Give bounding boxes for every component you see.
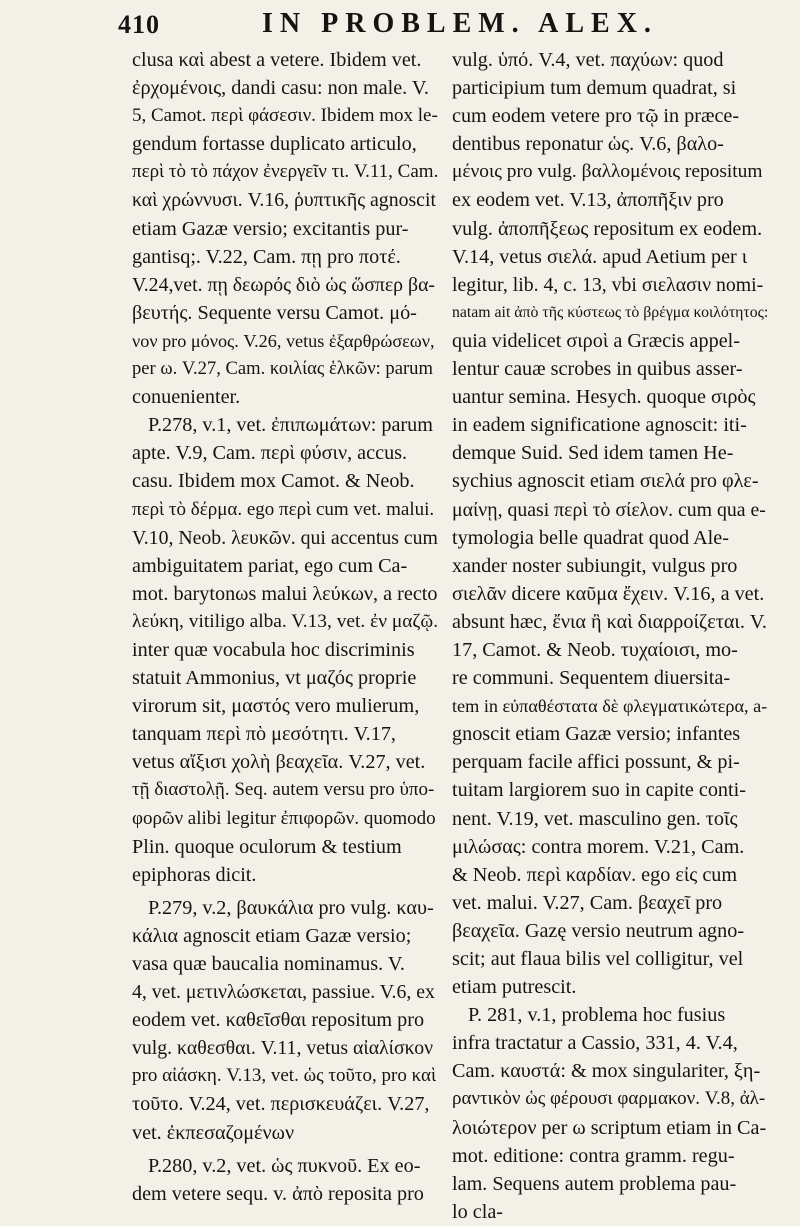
text-line: φορῶν alibi legitur ἐπιφορῶν. quomodo — [132, 807, 436, 829]
text-line: virorum sit, μαστός vero mulierum, — [132, 695, 420, 718]
text-line: μαίνῃ, quasi περὶ τὸ σίελον. cum qua e- — [452, 498, 766, 521]
text-line: tem in εὐπαθέστατα δὲ φλεγματικώτερα, a- — [452, 696, 768, 717]
text-line: 17, Camot. & Neob. τυχαίοισι, mo- — [452, 638, 738, 661]
text-line: τοῦτο. V.24, vet. περισκευάζει. V.27, — [132, 1093, 430, 1116]
running-head: IN PROBLEM. ALEX. — [262, 8, 658, 39]
text-line: ambiguitatem pariat, ego cum Ca- — [132, 554, 408, 577]
text-line: perquam facile affici possunt, & pi- — [452, 751, 740, 774]
text-line: pro αἰάσκη. V.13, vet. ὡς τοῦτο, pro καὶ — [132, 1065, 437, 1087]
text-line: νον pro μόνος. V.26, vetus ἐξαρθρώσεων, — [132, 330, 435, 351]
text-line: περὶ τὸ δέρμα. ego περὶ cum vet. malui. — [132, 498, 435, 520]
text-line: τῇ διαστολῇ. Seq. autem versu pro ὑπο- — [132, 779, 435, 801]
text-line: uantur semina. Hesych. quoque σιρὸς — [452, 386, 756, 409]
text-line: ἐρχομένοις, dandi casu: non male. V. — [132, 77, 429, 100]
text-line: mot. barytonωs malui λεύκων, a recto — [132, 582, 438, 605]
text-line: καὶ χρώννυσι. V.16, ῥυπτικῆς agnoscit — [132, 189, 436, 212]
text-line: κάλια agnoscit etiam Gazæ versio; — [132, 924, 412, 947]
text-line: inter quæ vocabula hoc discriminis — [132, 638, 415, 661]
text-line: vasa quæ baucalia nominamus. V. — [132, 953, 405, 975]
text-line: V.10, Neob. λευκῶν. qui accentus cum — [132, 526, 438, 549]
text-line: σιελᾶν dicere καῦμα ἔχειν. V.16, a vet. — [452, 582, 765, 605]
text-line: P.279, v.2, βαυκάλια pro vulg. καυ- — [148, 896, 434, 919]
text-line: quia videlicet σιροὶ a Græcis appel- — [452, 329, 740, 352]
text-line: 5, Camot. περὶ φάσεσιν. Ibidem mox le- — [132, 105, 438, 127]
text-line: βευτής. Sequente versu Camot. μό- — [132, 301, 417, 324]
left-text-column — [132, 46, 438, 1208]
text-line: Cam. καυστά: & mox singulariter, ξη- — [452, 1060, 761, 1083]
text-line: dentibus reponatur ὡς. V.6, βαλο- — [452, 133, 724, 156]
text-line: gnoscit etiam Gazæ versio; infantes — [452, 723, 741, 746]
text-line: absunt hæc, ἔνια ἢ καὶ διαρροίζεται. V. — [452, 610, 767, 633]
text-line: nent. V.19, vet. masculino gen. τοῖς — [452, 807, 738, 830]
text-line: tuitam largiorem suo in capite conti- — [452, 779, 746, 802]
text-line: dem vetere sequ. v. ἀπὸ reposita pro — [132, 1182, 424, 1205]
text-line: tymologia belle quadrat quod Ale- — [452, 526, 729, 549]
text-line: P. 281, v.1, problema hoc fusius — [468, 1004, 726, 1027]
text-line: eodem vet. καθεῖσθαι repositum pro — [132, 1009, 425, 1032]
text-line: lentur cauæ scrobes in quibus asser- — [452, 358, 743, 381]
text-line: infra tractatur a Cassio, 331, 4. V.4, — [452, 1032, 738, 1055]
text-line: gantisq;. V.22, Cam. πῃ pro ποτέ. — [132, 245, 401, 268]
text-line: vulg. ἀποπῆξεως repositum ex eodem. — [452, 217, 763, 240]
text-line: & Neob. περὶ καρδίαν. ego εἰς cum — [452, 863, 738, 886]
text-line: P.278, v.1, vet. ἐπιπωμάτων: parum — [148, 414, 433, 437]
text-line: per ω. V.27, Cam. κοιλίας ἑλκῶν: parum — [132, 358, 433, 380]
text-line: ex eodem vet. V.13, ἀποπῆξιν pro — [452, 189, 724, 212]
text-line: βεαχεῖα. Gazę versio neutrum agno- — [452, 919, 745, 942]
text-line: in eadem significatione agnoscit: iti- — [452, 414, 747, 437]
text-line: gendum fortasse duplicato articulo, — [132, 133, 417, 156]
text-line: tanquam περὶ πὸ μεσότητι. V.17, — [132, 723, 396, 746]
text-line: Plin. quoque oculorum & testium — [132, 835, 402, 858]
text-line: etiam putrescit. — [452, 976, 577, 999]
text-line: vulg. καθεσθαι. V.11, vetus αἰαλίσκον — [132, 1037, 434, 1060]
text-line: λοιώτερον per ω scriptum etiam in Ca- — [452, 1116, 767, 1139]
text-line: epiphoras dicit. — [132, 863, 257, 886]
text-line: scit; aut flaua bilis vel colligitur, vel — [452, 948, 744, 970]
text-line: re communi. Sequentem diuersita- — [452, 667, 731, 690]
text-line: vulg. ὑπό. V.4, vet. παχύων: quod — [452, 49, 724, 71]
right-text-column — [452, 46, 768, 1226]
text-line: statuit Ammonius, vt μαζός proprie — [132, 667, 417, 690]
text-line: apte. V.9, Cam. περὶ φύσιν, accus. — [132, 442, 408, 465]
text-line: mot. editione: contra gramm. regu- — [452, 1144, 735, 1167]
text-line: λεύκη, vitiligo alba. V.13, vet. ἐν μαζῷ. — [132, 610, 438, 632]
text-line: V.24,vet. πῃ δεωρός διὸ ὡς ὥσπερ βα- — [132, 273, 436, 296]
text-line: casu. Ibidem mox Camot. & Neob. — [132, 470, 415, 493]
text-line: clusa καὶ abest a vetere. Ibidem vet. — [132, 49, 422, 71]
text-line: ραντικὸν ὡς φέρουσι φαρμακον. V.8, ἀλ- — [452, 1088, 766, 1110]
text-line: legitur, lib. 4, c. 13, vbi σιελασιν nomi- — [452, 273, 764, 296]
text-line: lo cla- — [452, 1200, 504, 1223]
text-line: περὶ τὸ τὸ πάχον ἐνεργεῖν τι. V.11, Cam. — [132, 161, 438, 183]
text-line: vetus αἴξισι χολὴ βεαχεῖα. V.27, vet. — [132, 751, 426, 774]
text-line: V.14, vetus σιελά. apud Aetium per ι — [452, 245, 748, 268]
text-line: μιλώσας: contra morem. V.21, Cam. — [452, 835, 745, 858]
text-line: μένοις pro vulg. βαλλομένοις repositum — [452, 161, 763, 183]
page-number: 410 — [118, 10, 160, 39]
text-line: P.280, v.2, vet. ὡς πυκνοῦ. Ex eo- — [148, 1154, 421, 1177]
text-line: vet. malui. V.27, Cam. βεαχεῖ pro — [452, 891, 723, 914]
text-line: sychius agnoscit etiam σιελά pro φλε- — [452, 470, 759, 493]
text-line: vet. ἐκπεσαζομένων — [132, 1121, 295, 1144]
text-line: lam. Sequens autem problema pau- — [452, 1172, 737, 1195]
text-line: etiam Gazæ versio; excitantis pur- — [132, 217, 409, 240]
text-line: demque Suid. Sed idem tamen He- — [452, 442, 734, 465]
text-line: cum eodem vetere pro τῷ in præce- — [452, 105, 740, 128]
text-line: 4, vet. μετινλώσκεται, passiue. V.6, ex — [132, 981, 435, 1004]
text-line: participium tum demum quadrat, si — [452, 77, 737, 100]
text-line: xander noster subiungit, vulgus pro — [452, 554, 738, 577]
text-line: natam ait ἀπὸ τῆς κύστεως τὸ βρέγμα κοιλότητος: — [452, 303, 768, 321]
text-line: conuenienter. — [132, 386, 241, 409]
